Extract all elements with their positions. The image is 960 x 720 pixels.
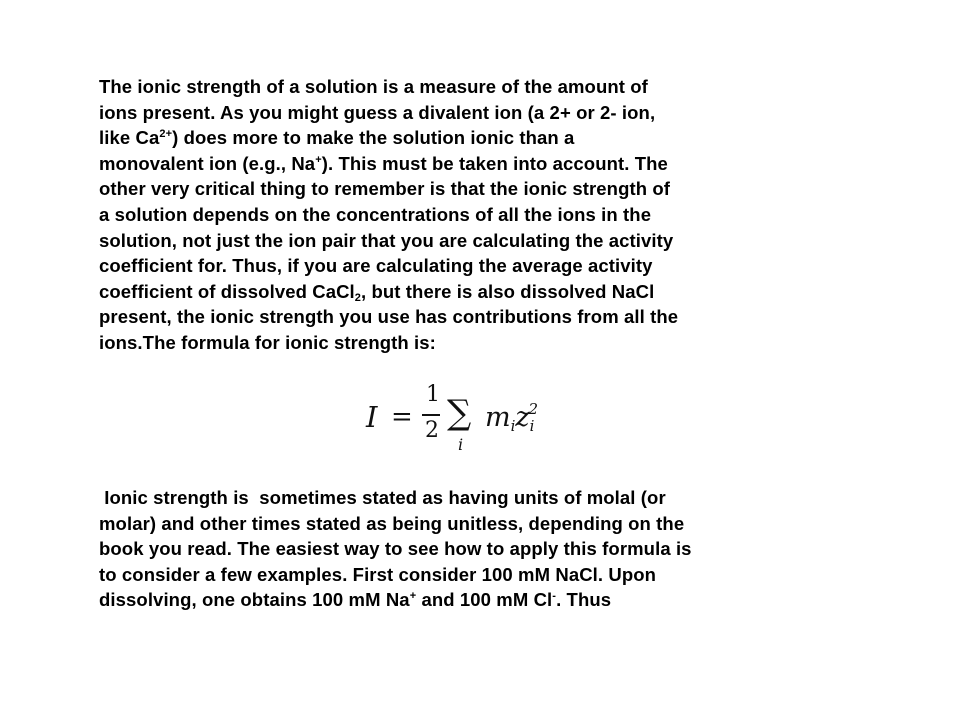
text-segment: ) does more to make the solution ionic than a <box>172 127 575 149</box>
superscript: + <box>315 153 322 166</box>
text-line: present, the ionic strength you use has contributions from all the <box>99 306 679 328</box>
text-line: a solution depends on the concentrations of all the ions in the <box>99 203 652 225</box>
ionic-strength-formula <box>364 382 539 462</box>
text-segment: and 100 mM Cl <box>416 589 553 611</box>
term-z-superscript: 2 <box>528 400 539 418</box>
text-line <box>99 587 799 613</box>
term-z: z <box>515 402 530 433</box>
text-segment: coefficient of dissolved CaCl <box>99 280 355 302</box>
text-line: solution, not just the ion pair that you are calculating the activity <box>99 229 674 251</box>
formula-lhs: I <box>366 400 378 434</box>
text-line: to consider a few examples. First consider 100 mM NaCl. Upon <box>99 563 657 585</box>
text-line <box>99 279 799 305</box>
text-segment: . Thus <box>556 589 612 611</box>
formula-equals: = <box>391 402 413 432</box>
superscript: 2+ <box>159 128 173 141</box>
text-line: molar) and other times stated as being unitless, depending on the <box>99 512 685 534</box>
text-line: The ionic strength of a solution is a measure of the amount of <box>99 76 648 97</box>
formula-numerator: 1 <box>426 382 440 407</box>
text-line: coefficient for. Thus, if you are calculating the average activity <box>99 255 653 277</box>
text-segment: dissolving, one obtains 100 mM Na <box>99 589 410 611</box>
formula-term <box>485 400 539 435</box>
text-segment: ). This must be taken into account. The <box>321 152 668 174</box>
term-m: m <box>485 402 511 433</box>
intro-paragraph <box>99 74 799 356</box>
text-segment: , but there is also dissolved NaCl <box>361 280 655 302</box>
subscript: 2 <box>354 291 362 304</box>
superscript: + <box>409 590 417 603</box>
term-m-subscript: i <box>510 417 516 435</box>
text-segment: like Ca <box>99 127 160 149</box>
text-line: ions present. As you might guess a divalent ion (a 2+ or 2- ion, <box>99 101 656 123</box>
examples-paragraph <box>99 485 799 613</box>
term-z-subscript: i <box>529 417 535 435</box>
text-line: Ionic strength is sometimes stated as having units of molal (or <box>99 487 666 508</box>
text-segment: monovalent ion (e.g., Na <box>99 152 316 174</box>
sum-icon: ∑ <box>447 393 472 433</box>
superscript: - <box>552 590 557 603</box>
fraction-bar <box>422 414 440 416</box>
text-line: other very critical thing to remember is that the ionic strength of <box>99 178 671 200</box>
formula-denominator: 2 <box>425 418 439 443</box>
text-line <box>99 151 799 177</box>
text-line: book you read. The easiest way to see how to apply this formula is <box>99 538 692 560</box>
text-line: ions.The formula for ionic strength is: <box>99 331 436 353</box>
sum-index: i <box>458 435 464 454</box>
text-line <box>99 125 799 151</box>
